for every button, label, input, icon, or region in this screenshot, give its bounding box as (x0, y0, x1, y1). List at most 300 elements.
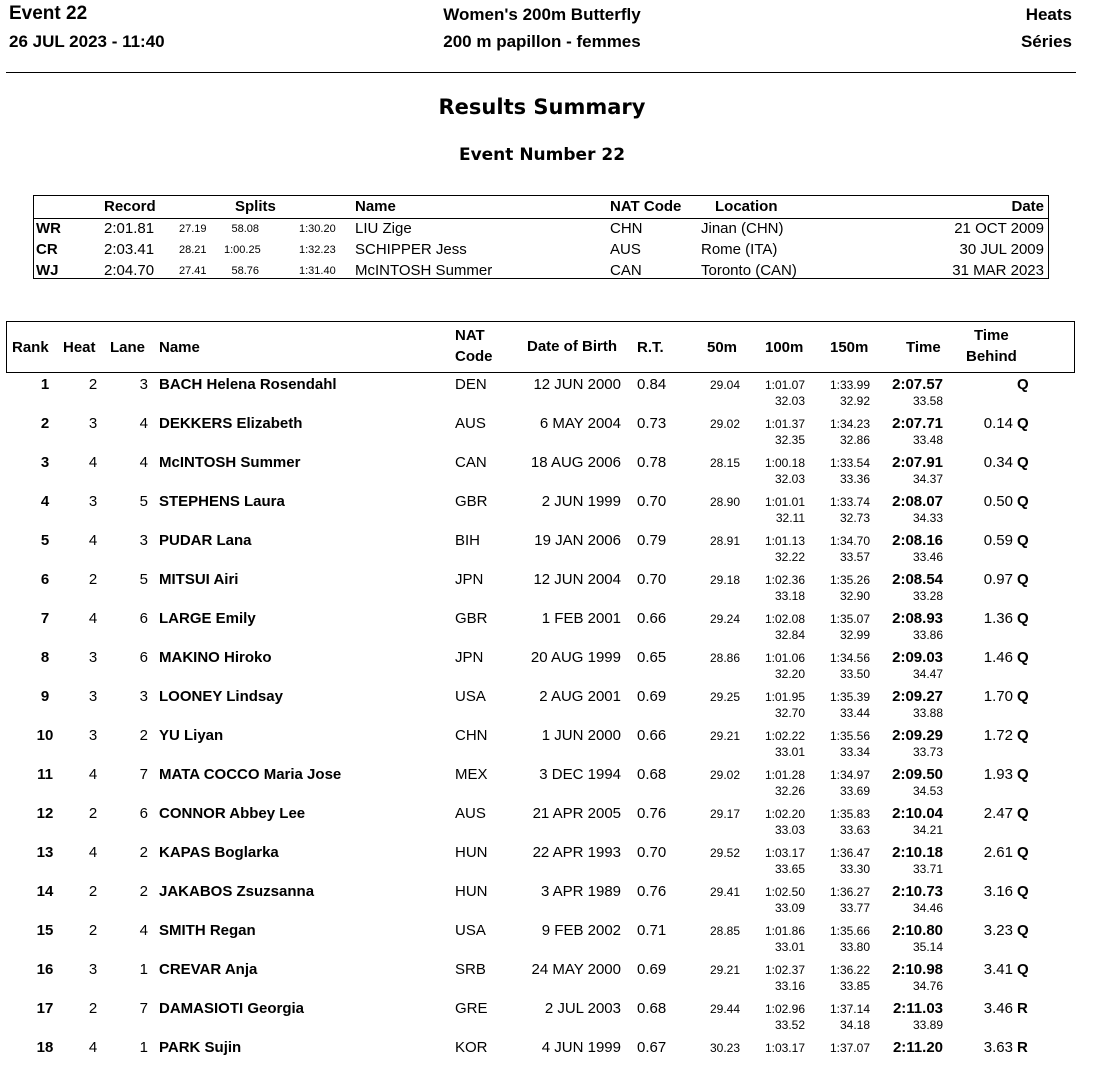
heat: 2 (88, 883, 98, 900)
reaction-time: 0.66 (637, 727, 667, 744)
final-time: 2:10.98 (892, 961, 943, 978)
final-time: 2:08.54 (892, 571, 943, 588)
phase-fr: Séries (1020, 32, 1072, 51)
rank: 17 (36, 1000, 54, 1017)
date-of-birth: 4 JUN 1999 (541, 1039, 621, 1056)
swimmer-name: DAMASIOTI Georgia (159, 1000, 305, 1017)
event-title-en: Women's 200m Butterfly (443, 5, 641, 24)
qualification-mark: Q (1017, 961, 1029, 978)
split-100m: 1:02.36 (764, 573, 805, 587)
split-50m: 29.44 (709, 1002, 740, 1016)
col-100m: 100m (765, 339, 804, 356)
nat-code: DEN (455, 376, 487, 393)
table-row (0, 844, 1100, 883)
record-split-100: 58.76 (231, 265, 259, 277)
col-rt: R.T. (637, 339, 664, 356)
date-of-birth: 20 AUG 1999 (530, 649, 621, 666)
reaction-time: 0.69 (637, 688, 667, 705)
record-row (34, 218, 1048, 239)
table-row (0, 415, 1100, 454)
col-lane: Lane (110, 339, 146, 356)
qualification-mark: R (1017, 1039, 1028, 1056)
swimmer-name: CREVAR Anja (159, 961, 258, 978)
time-behind: 0.14 (983, 415, 1013, 432)
swimmer-name: DEKKERS Elizabeth (159, 415, 303, 432)
record-nat: CHN (610, 220, 643, 237)
records-col-name: Name (355, 198, 396, 215)
lap-150m: 33.80 (839, 940, 870, 954)
swimmer-name: JAKABOS Zsuzsanna (159, 883, 315, 900)
col-time: Time (906, 339, 941, 356)
date-of-birth: 24 MAY 2000 (531, 961, 621, 978)
qualification-mark: Q (1017, 571, 1029, 588)
summary-title: Results Summary (438, 95, 646, 119)
split-150m: 1:35.07 (829, 612, 870, 626)
heat: 4 (88, 454, 98, 471)
final-time: 2:07.57 (892, 376, 943, 393)
col-heat: Heat (63, 339, 96, 356)
table-row (0, 454, 1100, 493)
final-time: 2:10.18 (892, 844, 943, 861)
split-150m: 1:34.97 (829, 768, 870, 782)
swimmer-name: KAPAS Boglarka (159, 844, 279, 861)
rank: 12 (36, 805, 54, 822)
lap-100m: 33.18 (774, 589, 805, 603)
qualification-mark: Q (1017, 454, 1029, 471)
time-behind: 3.63 (983, 1039, 1013, 1056)
record-holder: SCHIPPER Jess (355, 241, 467, 258)
lane: 6 (139, 610, 148, 627)
nat-code: USA (455, 922, 486, 939)
lap-200m: 34.53 (912, 784, 943, 798)
date-of-birth: 12 JUN 2000 (533, 376, 621, 393)
lane: 6 (139, 805, 148, 822)
nat-code: AUS (455, 415, 486, 432)
final-time: 2:11.03 (892, 1000, 943, 1017)
table-row (0, 688, 1100, 727)
heat: 3 (88, 493, 98, 510)
rank: 18 (36, 1039, 54, 1056)
swimmer-name: MAKINO Hiroko (159, 649, 272, 666)
lane: 6 (139, 649, 148, 666)
lap-150m: 33.77 (839, 901, 870, 915)
split-100m: 1:02.50 (764, 885, 805, 899)
heat: 4 (88, 766, 98, 783)
nat-code: CHN (455, 727, 488, 744)
records-col-record: Record (104, 198, 156, 215)
date-of-birth: 1 JUN 2000 (541, 727, 621, 744)
lap-100m: 32.70 (774, 706, 805, 720)
qualification-mark: Q (1017, 493, 1029, 510)
phase-en: Heats (1025, 5, 1072, 24)
lap-100m: 33.01 (774, 940, 805, 954)
table-row (0, 922, 1100, 961)
rank: 1 (40, 376, 50, 393)
lap-200m: 34.76 (912, 979, 943, 993)
final-time: 2:07.91 (892, 454, 943, 471)
split-150m: 1:37.14 (829, 1002, 870, 1016)
record-row (34, 260, 1048, 281)
record-code: CR (36, 241, 58, 258)
split-100m: 1:02.22 (764, 729, 805, 743)
split-100m: 1:01.13 (764, 534, 805, 548)
split-150m: 1:35.66 (829, 924, 870, 938)
table-row (0, 376, 1100, 415)
heat: 4 (88, 844, 98, 861)
qualification-mark: Q (1017, 883, 1029, 900)
rank: 16 (36, 961, 54, 978)
lap-200m: 33.28 (912, 589, 943, 603)
lap-100m: 33.03 (774, 823, 805, 837)
swimmer-name: SMITH Regan (159, 922, 256, 939)
split-50m: 29.18 (709, 573, 740, 587)
records-col-date: Date (1011, 198, 1044, 215)
split-150m: 1:33.74 (829, 495, 870, 509)
lap-150m: 33.85 (839, 979, 870, 993)
qualification-mark: Q (1017, 805, 1029, 822)
col-dob: Date of Birth (527, 338, 617, 355)
final-time: 2:10.73 (892, 883, 943, 900)
swimmer-name: PUDAR Lana (159, 532, 252, 549)
split-50m: 28.86 (709, 651, 740, 665)
split-50m: 30.23 (709, 1041, 740, 1055)
split-100m: 1:02.96 (764, 1002, 805, 1016)
rank: 6 (40, 571, 50, 588)
table-row (0, 727, 1100, 766)
split-50m: 28.91 (709, 534, 740, 548)
split-100m: 1:02.20 (764, 807, 805, 821)
split-50m: 29.52 (709, 846, 740, 860)
final-time: 2:09.29 (892, 727, 943, 744)
final-time: 2:08.16 (892, 532, 943, 549)
rank: 5 (40, 532, 50, 549)
split-150m: 1:37.07 (829, 1041, 870, 1055)
date-of-birth: 21 APR 2005 (532, 805, 621, 822)
qualification-mark: Q (1017, 532, 1029, 549)
lap-100m: 33.01 (774, 745, 805, 759)
reaction-time: 0.67 (637, 1039, 667, 1056)
heat: 4 (88, 532, 98, 549)
lap-150m: 33.36 (839, 472, 870, 486)
final-time: 2:09.50 (892, 766, 943, 783)
lap-200m: 34.21 (912, 823, 943, 837)
split-150m: 1:33.99 (829, 378, 870, 392)
split-150m: 1:34.70 (829, 534, 870, 548)
lap-100m: 32.35 (774, 433, 805, 447)
split-50m: 29.21 (709, 729, 740, 743)
time-behind: 1.70 (983, 688, 1013, 705)
lap-150m: 33.30 (839, 862, 870, 876)
heat: 4 (88, 1039, 98, 1056)
table-row (0, 532, 1100, 571)
col-150m: 150m (830, 339, 869, 356)
split-50m: 29.21 (709, 963, 740, 977)
date-of-birth: 3 APR 1989 (540, 883, 621, 900)
table-row (0, 493, 1100, 532)
lap-150m: 33.50 (839, 667, 870, 681)
record-date: 31 MAR 2023 (952, 262, 1044, 279)
split-50m: 29.24 (709, 612, 740, 626)
reaction-time: 0.70 (637, 493, 667, 510)
record-split-150: 1:32.23 (299, 244, 336, 256)
record-nat: CAN (610, 262, 642, 279)
lap-100m: 32.26 (774, 784, 805, 798)
lap-150m: 32.90 (839, 589, 870, 603)
lap-200m: 33.88 (912, 706, 943, 720)
table-row (0, 571, 1100, 610)
split-150m: 1:33.54 (829, 456, 870, 470)
reaction-time: 0.69 (637, 961, 667, 978)
nat-code: JPN (455, 649, 484, 666)
lane: 7 (139, 766, 148, 783)
nat-code: AUS (455, 805, 486, 822)
time-behind: 2.47 (983, 805, 1013, 822)
record-split-150: 1:30.20 (299, 223, 336, 235)
nat-code: GBR (455, 493, 488, 510)
lap-100m: 33.65 (774, 862, 805, 876)
time-behind: 0.59 (983, 532, 1013, 549)
record-split-50: 27.19 (179, 223, 207, 235)
reaction-time: 0.68 (637, 1000, 667, 1017)
record-location: Rome (ITA) (701, 241, 778, 258)
table-row (0, 1000, 1100, 1039)
record-location: Toronto (CAN) (701, 262, 797, 279)
records-col-nat: NAT Code (610, 198, 682, 215)
lap-100m: 33.16 (774, 979, 805, 993)
split-50m: 28.90 (709, 495, 740, 509)
split-150m: 1:36.22 (829, 963, 870, 977)
reaction-time: 0.73 (637, 415, 667, 432)
qualification-mark: Q (1017, 922, 1029, 939)
heat: 2 (88, 922, 98, 939)
swimmer-name: McINTOSH Summer (159, 454, 301, 471)
heat: 2 (88, 1000, 98, 1017)
table-row (0, 610, 1100, 649)
date-of-birth: 22 APR 1993 (532, 844, 621, 861)
split-100m: 1:02.08 (764, 612, 805, 626)
lap-150m: 32.92 (839, 394, 870, 408)
col-time-behind-2: Behind (966, 348, 1017, 365)
heat: 3 (88, 649, 98, 666)
records-col-location: Location (715, 198, 778, 215)
lane: 5 (139, 571, 148, 588)
split-100m: 1:00.18 (764, 456, 805, 470)
record-split-100: 1:00.25 (224, 244, 261, 256)
time-behind: 3.23 (983, 922, 1013, 939)
split-100m: 1:01.95 (764, 690, 805, 704)
heat: 2 (88, 376, 98, 393)
nat-code: USA (455, 688, 486, 705)
lap-100m: 32.20 (774, 667, 805, 681)
lap-150m: 32.99 (839, 628, 870, 642)
rank: 15 (36, 922, 54, 939)
lap-150m: 34.18 (839, 1018, 870, 1032)
lap-100m: 32.11 (775, 511, 805, 525)
lap-100m: 32.03 (774, 394, 805, 408)
lane: 3 (139, 688, 148, 705)
record-time: 2:01.81 (104, 220, 155, 237)
date-of-birth: 18 AUG 2006 (530, 454, 621, 471)
qualification-mark: Q (1017, 415, 1029, 432)
lap-100m: 32.22 (774, 550, 805, 564)
nat-code: KOR (455, 1039, 488, 1056)
date-of-birth: 2 JUL 2003 (544, 1000, 621, 1017)
split-50m: 29.25 (709, 690, 740, 704)
split-150m: 1:35.56 (829, 729, 870, 743)
lap-150m: 33.57 (839, 550, 870, 564)
date-of-birth: 6 MAY 2004 (539, 415, 621, 432)
reaction-time: 0.66 (637, 610, 667, 627)
swimmer-name: STEPHENS Laura (159, 493, 285, 510)
swimmer-name: BACH Helena Rosendahl (159, 376, 337, 393)
table-row (0, 766, 1100, 805)
lane: 1 (139, 961, 148, 978)
record-time: 2:03.41 (104, 241, 155, 258)
lap-150m: 33.69 (839, 784, 870, 798)
table-row (0, 961, 1100, 1000)
split-100m: 1:03.17 (764, 1041, 805, 1055)
final-time: 2:09.27 (892, 688, 943, 705)
heat: 4 (88, 610, 98, 627)
split-100m: 1:01.37 (764, 417, 805, 431)
header-divider (6, 72, 1076, 73)
qualification-mark: Q (1017, 376, 1029, 393)
lap-200m: 33.46 (912, 550, 943, 564)
record-date: 21 OCT 2009 (954, 220, 1044, 237)
reaction-time: 0.78 (637, 454, 667, 471)
lane: 1 (139, 1039, 148, 1056)
lane: 4 (139, 415, 148, 432)
qualification-mark: Q (1017, 649, 1029, 666)
final-time: 2:11.20 (892, 1039, 943, 1056)
reaction-time: 0.71 (637, 922, 667, 939)
nat-code: GRE (455, 1000, 488, 1017)
reaction-time: 0.68 (637, 766, 667, 783)
split-50m: 29.02 (709, 417, 740, 431)
lap-200m: 34.33 (912, 511, 943, 525)
split-150m: 1:34.23 (829, 417, 870, 431)
lap-200m: 33.73 (912, 745, 943, 759)
nat-code: HUN (455, 883, 488, 900)
records-col-splits: Splits (235, 198, 276, 215)
split-100m: 1:03.17 (764, 846, 805, 860)
split-150m: 1:35.26 (829, 573, 870, 587)
date-of-birth: 3 DEC 1994 (539, 766, 621, 783)
split-50m: 29.04 (709, 378, 740, 392)
lap-200m: 34.47 (912, 667, 943, 681)
split-50m: 29.41 (709, 885, 740, 899)
reaction-time: 0.70 (637, 844, 667, 861)
swimmer-name: YU Liyan (159, 727, 224, 744)
rank: 2 (40, 415, 50, 432)
rank: 11 (37, 766, 53, 783)
time-behind: 3.46 (983, 1000, 1013, 1017)
lap-200m: 34.46 (912, 901, 943, 915)
qualification-mark: Q (1017, 766, 1029, 783)
lap-150m: 33.34 (839, 745, 870, 759)
nat-code: JPN (455, 571, 484, 588)
date-of-birth: 2 AUG 2001 (539, 688, 621, 705)
rank: 8 (40, 649, 50, 666)
qualification-mark: Q (1017, 844, 1029, 861)
split-150m: 1:36.47 (829, 846, 870, 860)
lap-100m: 33.09 (774, 901, 805, 915)
records-header (34, 196, 1048, 219)
final-time: 2:07.71 (892, 415, 943, 432)
swimmer-name: PARK Sujin (159, 1039, 242, 1056)
date-of-birth: 9 FEB 2002 (541, 922, 621, 939)
split-50m: 28.85 (709, 924, 740, 938)
split-100m: 1:01.28 (764, 768, 805, 782)
record-date: 30 JUL 2009 (959, 241, 1044, 258)
split-150m: 1:36.27 (829, 885, 870, 899)
record-split-100: 58.08 (231, 223, 259, 235)
nat-code: GBR (455, 610, 488, 627)
swimmer-name: LARGE Emily (159, 610, 256, 627)
lane: 3 (139, 532, 148, 549)
date-of-birth: 1 FEB 2001 (541, 610, 621, 627)
split-100m: 1:01.86 (764, 924, 805, 938)
nat-code: BIH (455, 532, 481, 549)
reaction-time: 0.79 (637, 532, 667, 549)
heat: 3 (88, 727, 98, 744)
split-150m: 1:35.83 (829, 807, 870, 821)
lane: 7 (139, 1000, 148, 1017)
lap-200m: 33.71 (912, 862, 943, 876)
col-nat: NAT (455, 327, 485, 344)
lane: 2 (139, 844, 148, 861)
split-150m: 1:35.39 (829, 690, 870, 704)
col-rank: Rank (12, 339, 49, 356)
heat: 3 (88, 961, 98, 978)
nat-code: SRB (455, 961, 486, 978)
record-row (34, 239, 1048, 260)
record-location: Jinan (CHN) (701, 220, 784, 237)
swimmer-name: MITSUI Airi (159, 571, 239, 588)
split-100m: 1:02.37 (764, 963, 805, 977)
date-of-birth: 12 JUN 2004 (533, 571, 621, 588)
rank: 3 (40, 454, 50, 471)
col-code: Code (455, 348, 493, 365)
swimmer-name: MATA COCCO Maria Jose (159, 766, 342, 783)
split-50m: 28.15 (709, 456, 740, 470)
rank: 13 (36, 844, 54, 861)
reaction-time: 0.76 (637, 883, 667, 900)
qualification-mark: Q (1017, 688, 1029, 705)
rank: 9 (40, 688, 50, 705)
date-of-birth: 19 JAN 2006 (534, 532, 621, 549)
reaction-time: 0.65 (637, 649, 667, 666)
rank: 4 (40, 493, 50, 510)
split-150m: 1:34.56 (829, 651, 870, 665)
lap-100m: 32.84 (774, 628, 805, 642)
reaction-time: 0.84 (637, 376, 667, 393)
heat: 2 (88, 571, 98, 588)
col-time-behind-1: Time (974, 327, 1009, 344)
split-100m: 1:01.06 (764, 651, 805, 665)
col-name: Name (159, 339, 200, 356)
event-title-fr: 200 m papillon - femmes (443, 32, 641, 51)
record-time: 2:04.70 (104, 262, 155, 279)
table-row (0, 883, 1100, 922)
lap-200m: 33.58 (912, 394, 943, 408)
final-time: 2:08.93 (892, 610, 943, 627)
qualification-mark: R (1017, 1000, 1028, 1017)
table-row (0, 649, 1100, 688)
lap-150m: 32.73 (839, 511, 870, 525)
time-behind: 0.97 (983, 571, 1013, 588)
time-behind: 0.50 (983, 493, 1013, 510)
